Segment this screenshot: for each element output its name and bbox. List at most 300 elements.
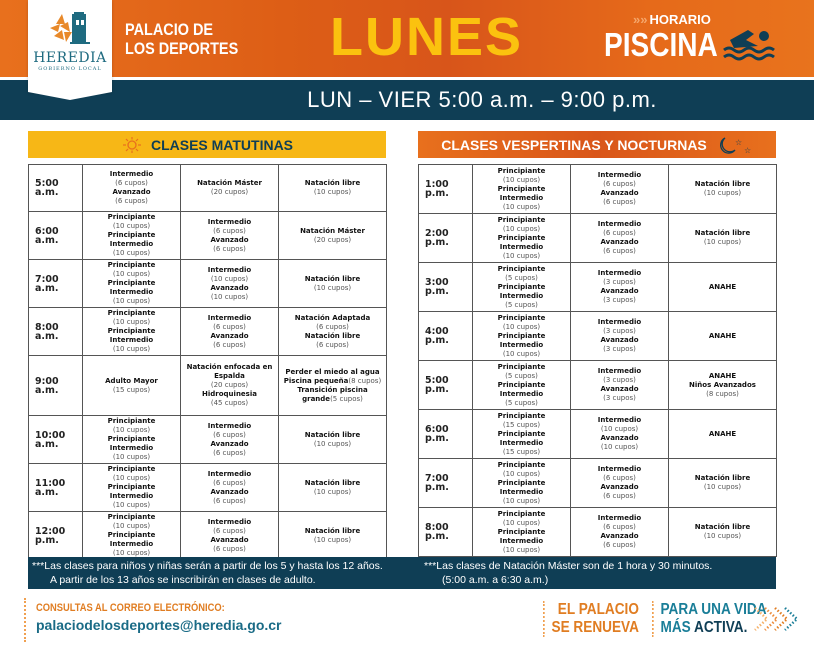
class-name: Principiante Intermedio — [497, 331, 546, 349]
class-entry — [281, 179, 384, 197]
class-capacity: (10 cupos) — [112, 297, 151, 305]
class-entry — [281, 431, 384, 449]
class-capacity: (10 cupos) — [502, 469, 541, 478]
class-capacity: (10 cupos) — [502, 322, 541, 331]
class-cell — [279, 308, 387, 356]
class-entry — [671, 283, 774, 292]
class-entry — [671, 229, 774, 247]
class-entry — [573, 269, 666, 287]
class-capacity: (6 cupos) — [316, 340, 349, 349]
class-capacity: (10 cupos) — [703, 532, 742, 540]
class-entry — [671, 430, 774, 439]
class-cell — [279, 260, 387, 308]
class-capacity: (6 cupos) — [213, 526, 246, 535]
class-entry — [573, 483, 666, 501]
class-capacity: (20 cupos) — [210, 381, 249, 389]
class-entry — [281, 386, 384, 404]
class-name: Avanzado — [600, 287, 639, 295]
class-entry — [671, 474, 774, 492]
schedule-row — [419, 165, 777, 214]
class-entry — [85, 231, 178, 258]
class-cell — [279, 356, 387, 416]
hours-band — [0, 80, 814, 120]
day-title: LUNES — [330, 7, 524, 67]
class-name: Principiante Intermedio — [497, 282, 546, 300]
class-entry — [183, 284, 276, 302]
class-capacity: (10 cupos) — [502, 349, 541, 358]
class-capacity: (10 cupos) — [502, 251, 541, 260]
brand-piscina: PISCINA — [604, 26, 718, 63]
time-slot: 6:00 a.m. — [29, 212, 83, 260]
class-capacity: (6 cupos) — [603, 523, 636, 531]
evening-schedule-table — [418, 164, 777, 557]
opening-hours: LUN – VIER 5:00 a.m. – 9:00 p.m. — [307, 87, 657, 112]
class-cell — [571, 361, 669, 410]
schedule-row — [419, 508, 777, 557]
contact-label: CONSULTAS AL CORREO ELECTRÓNICO: — [36, 602, 225, 614]
class-cell — [181, 212, 279, 260]
class-entry — [573, 189, 666, 207]
class-capacity: (6 cupos) — [213, 478, 246, 487]
slogan-b-activa: ACTIVA. — [693, 619, 748, 636]
class-capacity: (6 cupos) — [603, 180, 636, 188]
class-name: Natación Máster — [300, 226, 365, 235]
class-capacity: (6 cupos) — [603, 474, 636, 482]
class-capacity: (6 cupos) — [603, 247, 636, 255]
heredia-logo — [28, 0, 112, 92]
class-capacity: (10 cupos) — [112, 522, 151, 530]
class-entry — [183, 266, 276, 284]
slogan-b-line-1: PARA UNA VIDA — [660, 601, 767, 618]
brand-horario — [633, 12, 711, 27]
class-capacity: (5 cupos) — [330, 394, 363, 403]
class-cell — [669, 312, 777, 361]
class-capacity: (10 cupos) — [112, 426, 151, 434]
class-name: Intermedio — [207, 517, 252, 526]
class-capacity: (10 cupos) — [313, 439, 352, 448]
class-name: Natación Máster — [197, 179, 262, 187]
class-capacity: (15 cupos) — [112, 385, 151, 394]
class-capacity: (3 cupos) — [603, 376, 636, 384]
class-entry — [475, 234, 568, 261]
class-entry — [85, 377, 178, 395]
time-slot: 8:00 p.m. — [419, 508, 473, 557]
class-capacity: (10 cupos) — [112, 345, 151, 353]
class-cell — [473, 361, 571, 410]
class-entry — [281, 377, 384, 386]
class-capacity: (10 cupos) — [112, 249, 151, 257]
class-name: Principiante — [107, 309, 156, 317]
time-slot: 7:00 p.m. — [419, 459, 473, 508]
class-capacity: (10 cupos) — [502, 175, 541, 184]
time-slot: 1:00 p.m. — [419, 165, 473, 214]
class-name: Natación libre — [304, 430, 361, 439]
class-cell — [473, 165, 571, 214]
class-name: Principiante Intermedio — [497, 380, 546, 398]
class-name: Avanzado — [600, 532, 639, 540]
schedule-row — [419, 214, 777, 263]
class-name: ANAHE — [708, 429, 737, 438]
class-name: Principiante — [107, 261, 156, 269]
schedule-row — [419, 361, 777, 410]
morning-classes-header — [28, 131, 386, 158]
class-capacity: (10 cupos) — [600, 443, 639, 451]
class-capacity: (10 cupos) — [502, 496, 541, 505]
class-name: Principiante Intermedio — [107, 279, 156, 296]
class-name: Principiante — [497, 166, 546, 175]
class-cell — [181, 512, 279, 560]
class-capacity: (15 cupos) — [502, 420, 541, 429]
class-name: Principiante Intermedio — [107, 435, 156, 452]
schedule-row — [29, 260, 387, 308]
class-cell — [473, 410, 571, 459]
class-name: Intermedio — [597, 318, 642, 326]
slogan-renueva — [543, 601, 644, 637]
class-name: Avanzado — [210, 235, 249, 244]
class-cell — [181, 308, 279, 356]
class-capacity: (5 cupos) — [505, 371, 538, 380]
class-capacity: (10 cupos) — [502, 545, 541, 554]
class-cell — [279, 165, 387, 212]
class-name: Avanzado — [210, 535, 249, 544]
class-capacity: (10 cupos) — [112, 501, 151, 509]
sun-icon — [121, 137, 143, 153]
class-capacity: (45 cupos) — [210, 399, 249, 407]
class-cell — [473, 263, 571, 312]
class-entry — [85, 435, 178, 462]
class-name: Intermedio — [109, 170, 154, 178]
class-name: Piscina pequeña — [283, 376, 349, 385]
class-entry — [281, 527, 384, 545]
class-capacity: (8 cupos) — [706, 389, 739, 398]
class-name: Natación libre — [304, 331, 361, 340]
class-entry — [183, 390, 276, 408]
class-entry — [475, 314, 568, 332]
class-name: Natación libre — [304, 274, 361, 283]
class-entry — [281, 368, 384, 377]
class-capacity: (10 cupos) — [210, 292, 249, 301]
class-entry — [183, 422, 276, 440]
time-slot: 4:00 p.m. — [419, 312, 473, 361]
svg-text:☆: ☆ — [743, 145, 751, 154]
class-name: Intermedio — [597, 367, 642, 375]
class-name: Avanzado — [210, 331, 249, 340]
class-cell — [669, 214, 777, 263]
class-cell — [571, 312, 669, 361]
class-name: Principiante Intermedio — [107, 327, 156, 344]
class-name: ANAHE — [708, 331, 737, 340]
class-name: Principiante — [497, 264, 546, 273]
class-capacity: (5 cupos) — [505, 300, 538, 309]
class-capacity: (6 cupos) — [213, 340, 246, 349]
schedule-row — [29, 308, 387, 356]
class-capacity: (10 cupos) — [703, 483, 742, 491]
class-cell — [279, 464, 387, 512]
schedule-row — [419, 410, 777, 459]
class-name: Principiante — [497, 411, 546, 420]
class-entry — [573, 434, 666, 452]
class-capacity: (8 cupos) — [348, 376, 382, 385]
class-capacity: (3 cupos) — [603, 296, 636, 304]
schedule-row — [419, 263, 777, 312]
class-entry — [85, 417, 178, 435]
class-name: Natación libre — [694, 229, 751, 237]
class-capacity: (10 cupos) — [502, 224, 541, 233]
contact-email-link[interactable]: palaciodelosdeportes@heredia.go.cr — [36, 617, 282, 633]
class-capacity: (6 cupos) — [213, 226, 246, 235]
class-name: Natación enfocada en Espalda — [186, 363, 273, 380]
class-capacity: (6 cupos) — [316, 322, 349, 331]
class-cell — [571, 263, 669, 312]
moon-stars-icon — [715, 136, 753, 154]
class-entry — [85, 309, 178, 327]
class-name: Intermedio — [597, 514, 642, 522]
class-capacity: (10 cupos) — [112, 222, 151, 230]
slogan-b-mas: MÁS — [660, 619, 691, 636]
class-name: Principiante — [107, 417, 156, 425]
class-name: Natación libre — [304, 526, 361, 535]
schedule-row — [29, 165, 387, 212]
class-capacity: (6 cupos) — [213, 496, 246, 505]
class-entry — [183, 236, 276, 254]
class-entry — [85, 483, 178, 510]
class-capacity: (6 cupos) — [603, 229, 636, 237]
logo-subtitle: GOBIERNO LOCAL — [38, 66, 102, 72]
class-name: Principiante — [497, 215, 546, 224]
class-entry — [85, 327, 178, 354]
class-entry — [573, 416, 666, 434]
class-entry — [475, 332, 568, 359]
time-slot: 7:00 a.m. — [29, 260, 83, 308]
class-capacity: (6 cupos) — [213, 448, 246, 457]
class-entry — [85, 188, 178, 206]
class-name: Intermedio — [207, 469, 252, 478]
note-left-line-2: A partir de los 13 años se inscribirán en clases de adulto. — [50, 574, 316, 586]
class-entry — [573, 336, 666, 354]
schedule-row — [29, 356, 387, 416]
class-name: Avanzado — [600, 336, 639, 344]
class-capacity: (6 cupos) — [213, 244, 246, 253]
evening-classes-title: CLASES VESPERTINAS Y NOCTURNAS — [441, 136, 707, 153]
note-left-line-1: ***Las clases para niños y niñas serán a partir de los 5 y hasta los 12 años. — [32, 560, 383, 572]
class-name: Principiante Intermedio — [497, 429, 546, 447]
schedule-row — [29, 212, 387, 260]
time-slot: 5:00 p.m. — [419, 361, 473, 410]
class-name: Avanzado — [600, 483, 639, 491]
class-name: Principiante — [497, 313, 546, 322]
class-entry — [85, 513, 178, 531]
class-name: Intermedio — [597, 465, 642, 473]
class-name: Intermedio — [207, 421, 252, 430]
class-name: Avanzado — [600, 189, 639, 197]
class-entry — [85, 279, 178, 306]
class-cell — [669, 165, 777, 214]
class-name: Intermedio — [597, 220, 642, 228]
class-capacity: (10 cupos) — [313, 283, 352, 292]
time-slot: 2:00 p.m. — [419, 214, 473, 263]
class-entry — [475, 528, 568, 555]
class-capacity: (5 cupos) — [505, 273, 538, 282]
class-entry — [183, 440, 276, 458]
class-name: Principiante Intermedio — [497, 233, 546, 251]
class-cell — [669, 361, 777, 410]
class-entry — [475, 216, 568, 234]
class-name: Intermedio — [597, 416, 642, 424]
master-swim-note — [424, 559, 774, 587]
class-entry — [183, 218, 276, 236]
class-name: Avanzado — [210, 283, 249, 292]
class-name: Principiante — [497, 362, 546, 371]
class-capacity: (10 cupos) — [112, 549, 151, 557]
class-name: Avanzado — [210, 439, 249, 448]
class-entry — [573, 514, 666, 532]
class-name: Avanzado — [210, 487, 249, 496]
brand-small-label: HORARIO — [649, 12, 711, 27]
class-cell — [83, 464, 181, 512]
class-cell — [181, 464, 279, 512]
class-name: Principiante Intermedio — [107, 231, 156, 248]
class-entry — [183, 536, 276, 554]
class-name: Niños Avanzados — [689, 380, 756, 389]
class-capacity: (3 cupos) — [603, 394, 636, 402]
class-name: Principiante — [107, 213, 156, 221]
class-name: Principiante — [107, 513, 156, 521]
class-name: Principiante Intermedio — [107, 483, 156, 500]
time-slot: 11:00 a.m. — [29, 464, 83, 512]
class-name: Avanzado — [600, 385, 639, 393]
class-entry — [183, 314, 276, 332]
class-cell — [473, 508, 571, 557]
class-capacity: (6 cupos) — [213, 322, 246, 331]
morning-schedule-table — [28, 164, 387, 560]
class-capacity: (6 cupos) — [603, 492, 636, 500]
class-capacity: (6 cupos) — [115, 179, 148, 187]
slogan-block — [543, 596, 793, 642]
class-entry — [281, 314, 384, 332]
class-capacity: (20 cupos) — [210, 188, 249, 196]
class-name: Intermedio — [207, 265, 252, 274]
class-name: Perder el miedo al agua — [285, 367, 380, 376]
class-name: Transición piscina grande — [297, 385, 368, 403]
class-cell — [669, 263, 777, 312]
class-entry — [475, 283, 568, 310]
class-entry — [85, 531, 178, 558]
class-name: Principiante — [497, 460, 546, 469]
class-capacity: (3 cupos) — [603, 278, 636, 286]
class-capacity: (10 cupos) — [112, 270, 151, 278]
class-entry — [573, 318, 666, 336]
class-cell — [83, 308, 181, 356]
class-capacity: (6 cupos) — [213, 544, 246, 553]
class-capacity: (20 cupos) — [313, 235, 352, 244]
class-cell — [83, 212, 181, 260]
class-cell — [279, 416, 387, 464]
class-cell — [181, 356, 279, 416]
class-entry — [183, 518, 276, 536]
class-entry — [475, 479, 568, 506]
class-capacity: (10 cupos) — [502, 202, 541, 211]
class-entry — [475, 265, 568, 283]
time-slot: 10:00 a.m. — [29, 416, 83, 464]
class-capacity: (10 cupos) — [210, 274, 249, 283]
class-name: Natación libre — [694, 474, 751, 482]
class-cell — [571, 508, 669, 557]
class-name: Natación libre — [694, 523, 751, 531]
class-cell — [669, 410, 777, 459]
class-name: Natación libre — [694, 180, 751, 188]
class-entry — [475, 167, 568, 185]
note-right-line-2: (5:00 a.m. a 6:30 a.m.) — [442, 574, 549, 586]
class-name: Avanzado — [600, 434, 639, 442]
class-entry — [183, 363, 276, 390]
class-capacity: (3 cupos) — [603, 345, 636, 353]
class-entry — [475, 185, 568, 212]
class-entry — [183, 488, 276, 506]
class-entry — [671, 372, 774, 381]
venue-line-2: LOS DEPORTES — [125, 39, 239, 58]
note-right-line-1: ***Las clases de Natación Máster son de 1 hora y 30 minutos. — [424, 560, 713, 572]
class-entry — [475, 412, 568, 430]
logo-name: HEREDIA — [33, 50, 107, 66]
class-entry — [573, 220, 666, 238]
schedule-row — [419, 459, 777, 508]
class-entry — [281, 275, 384, 293]
time-slot: 12:00 p.m. — [29, 512, 83, 560]
class-entry — [475, 510, 568, 528]
class-entry — [475, 381, 568, 408]
time-slot: 8:00 a.m. — [29, 308, 83, 356]
class-capacity: (10 cupos) — [313, 188, 352, 196]
time-slot: 5:00 a.m. — [29, 165, 83, 212]
dotted-chevrons-icon — [751, 604, 811, 634]
class-name: Intermedio — [597, 269, 642, 277]
class-entry — [573, 287, 666, 305]
class-cell — [279, 512, 387, 560]
class-entry — [573, 532, 666, 550]
class-capacity: (15 cupos) — [502, 447, 541, 456]
class-cell — [473, 459, 571, 508]
class-capacity: (10 cupos) — [112, 474, 151, 482]
class-cell — [571, 165, 669, 214]
class-entry — [573, 171, 666, 189]
class-entry — [671, 381, 774, 399]
schedule-row — [29, 464, 387, 512]
class-name: ANAHE — [708, 282, 737, 291]
venue-line-1: PALACIO DE — [125, 20, 214, 39]
time-slot: 9:00 a.m. — [29, 356, 83, 416]
class-name: Natación libre — [304, 478, 361, 487]
class-entry — [573, 367, 666, 385]
class-name: Adulto Mayor — [105, 376, 158, 385]
class-name: Intermedio — [597, 171, 642, 179]
class-cell — [571, 459, 669, 508]
class-cell — [669, 508, 777, 557]
heredia-emblem-icon — [46, 10, 96, 48]
class-entry — [85, 170, 178, 188]
class-entry — [183, 332, 276, 350]
class-entry — [85, 261, 178, 279]
class-name: Intermedio — [207, 313, 252, 322]
class-entry — [85, 465, 178, 483]
class-name: Principiante Intermedio — [107, 531, 156, 548]
class-cell — [473, 214, 571, 263]
venue-title — [125, 20, 238, 58]
schedule-row — [419, 312, 777, 361]
class-cell — [571, 410, 669, 459]
schedule-row — [29, 416, 387, 464]
class-capacity: (6 cupos) — [213, 430, 246, 439]
class-entry — [573, 238, 666, 256]
